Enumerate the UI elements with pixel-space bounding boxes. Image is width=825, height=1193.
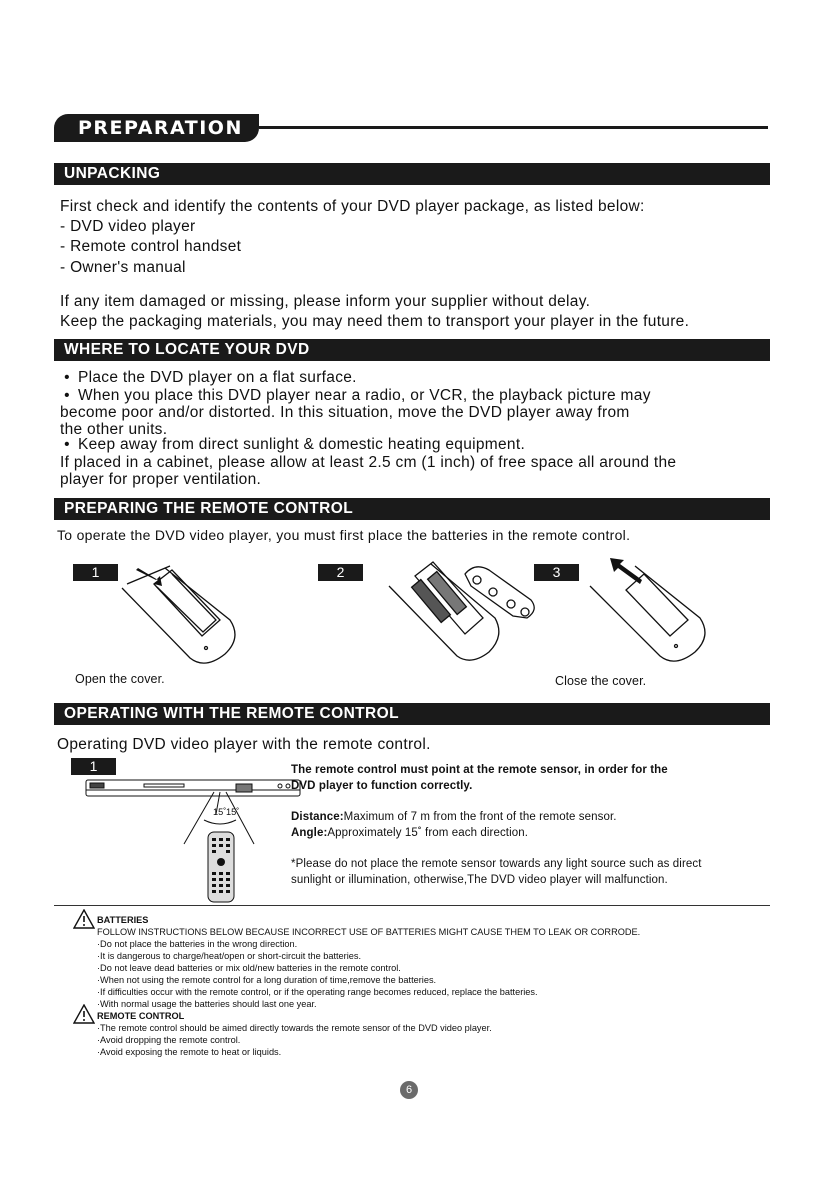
locate-bullet: • Keep away from direct sunlight & domestic heating equipment. (60, 435, 525, 455)
chapter-rule (259, 126, 768, 129)
step-label: 1 (73, 564, 118, 581)
locate-text: become poor and/or distorted. In this situation, move the DVD player away from (60, 404, 630, 421)
sensor-warning: *Please do not place the remote sensor towards any light source such as direct (291, 858, 702, 870)
batteries-item: ·It is dangerous to charge/heat/open or short-circuit the batteries. (97, 951, 362, 961)
remote-point-note: The remote control must point at the remote sensor, in order for the (291, 764, 668, 776)
warning-icon (73, 1004, 95, 1024)
locate-heading: WHERE TO LOCATE YOUR DVD (54, 339, 770, 361)
remote-open-cover-illustration (110, 558, 250, 668)
unpacking-item: - Owner's manual (60, 259, 186, 276)
step-label: 1 (71, 758, 116, 775)
locate-bullet: • Place the DVD player on a flat surface. (60, 368, 357, 388)
batteries-item: ·With normal usage the batteries should last one year. (97, 999, 317, 1009)
batteries-item: ·If difficulties occur with the remote control, or if the operating range becomes reduced, replace the batteries. (97, 987, 538, 997)
unpacking-note: If any item damaged or missing, please inform your supplier without delay. (60, 293, 591, 310)
chapter-title: PREPARATION (78, 117, 243, 139)
page-number: 6 (400, 1081, 418, 1099)
locate-text: player for proper ventilation. (60, 471, 262, 488)
locate-text: the other units. (60, 421, 168, 438)
batteries-title: BATTERIES (97, 915, 149, 925)
angle-left-label: 15˚ (213, 807, 227, 817)
step-label: 2 (318, 564, 363, 581)
remote-point-note: DVD player to function correctly. (291, 780, 473, 792)
batteries-lead: FOLLOW INSTRUCTIONS BELOW BECAUSE INCORRECT USE OF BATTERIES MIGHT CAUSE THEM TO LEAK OR CORRODE. (97, 927, 641, 937)
unpacking-item: - Remote control handset (60, 238, 242, 255)
remote-notes-item: ·Avoid dropping the remote control. (97, 1035, 241, 1045)
unpacking-intro: First check and identify the contents of your DVD player package, as listed below: (60, 198, 645, 215)
locate-bullet: • When you place this DVD player near a radio, or VCR, the playback picture may (60, 386, 651, 406)
unpacking-item: - DVD video player (60, 218, 196, 235)
remote-prep-intro: To operate the DVD video player, you must first place the batteries in the remote control. (57, 527, 631, 543)
notes-divider (54, 905, 770, 906)
step-label: 3 (534, 564, 579, 581)
remote-prep-heading: PREPARING THE REMOTE CONTROL (54, 498, 770, 520)
remote-insert-batteries-illustration (385, 556, 550, 666)
caption-open-cover: Open the cover. (75, 672, 165, 686)
remote-close-cover-illustration (580, 556, 720, 666)
operating-intro: Operating DVD video player with the remote control. (57, 736, 431, 753)
angle-line: Angle:Approximately 15˚ from each direction. (291, 827, 529, 839)
operating-heading: OPERATING WITH THE REMOTE CONTROL (54, 703, 770, 725)
angle-right-label: 15˚ (226, 807, 240, 817)
remote-notes-title: REMOTE CONTROL (97, 1011, 185, 1021)
unpacking-note: Keep the packaging materials, you may need them to transport your player in the future. (60, 313, 690, 330)
warning-icon (73, 909, 95, 929)
batteries-item: ·Do not place the batteries in the wrong direction. (97, 939, 298, 949)
batteries-item: ·Do not leave dead batteries or mix old/new batteries in the remote control. (97, 963, 401, 973)
caption-close-cover: Close the cover. (555, 674, 647, 688)
distance-line: Distance:Maximum of 7 m from the front of the remote sensor. (291, 811, 617, 823)
chapter-tab (54, 114, 259, 142)
sensor-warning: sunlight or illumination, otherwise,The DVD video player will malfunction. (291, 874, 668, 886)
batteries-item: ·When not using the remote control for a long duration of time,remove the batteries. (97, 975, 437, 985)
remote-notes-item: ·Avoid exposing the remote to heat or liquids. (97, 1047, 282, 1057)
dvd-remote-angle-illustration (84, 778, 304, 904)
unpacking-heading: UNPACKING (54, 163, 770, 185)
remote-notes-item: ·The remote control should be aimed directly towards the remote sensor of the DVD video player. (97, 1023, 492, 1033)
locate-text: If placed in a cabinet, please allow at least 2.5 cm (1 inch) of free space all around the (60, 454, 677, 471)
